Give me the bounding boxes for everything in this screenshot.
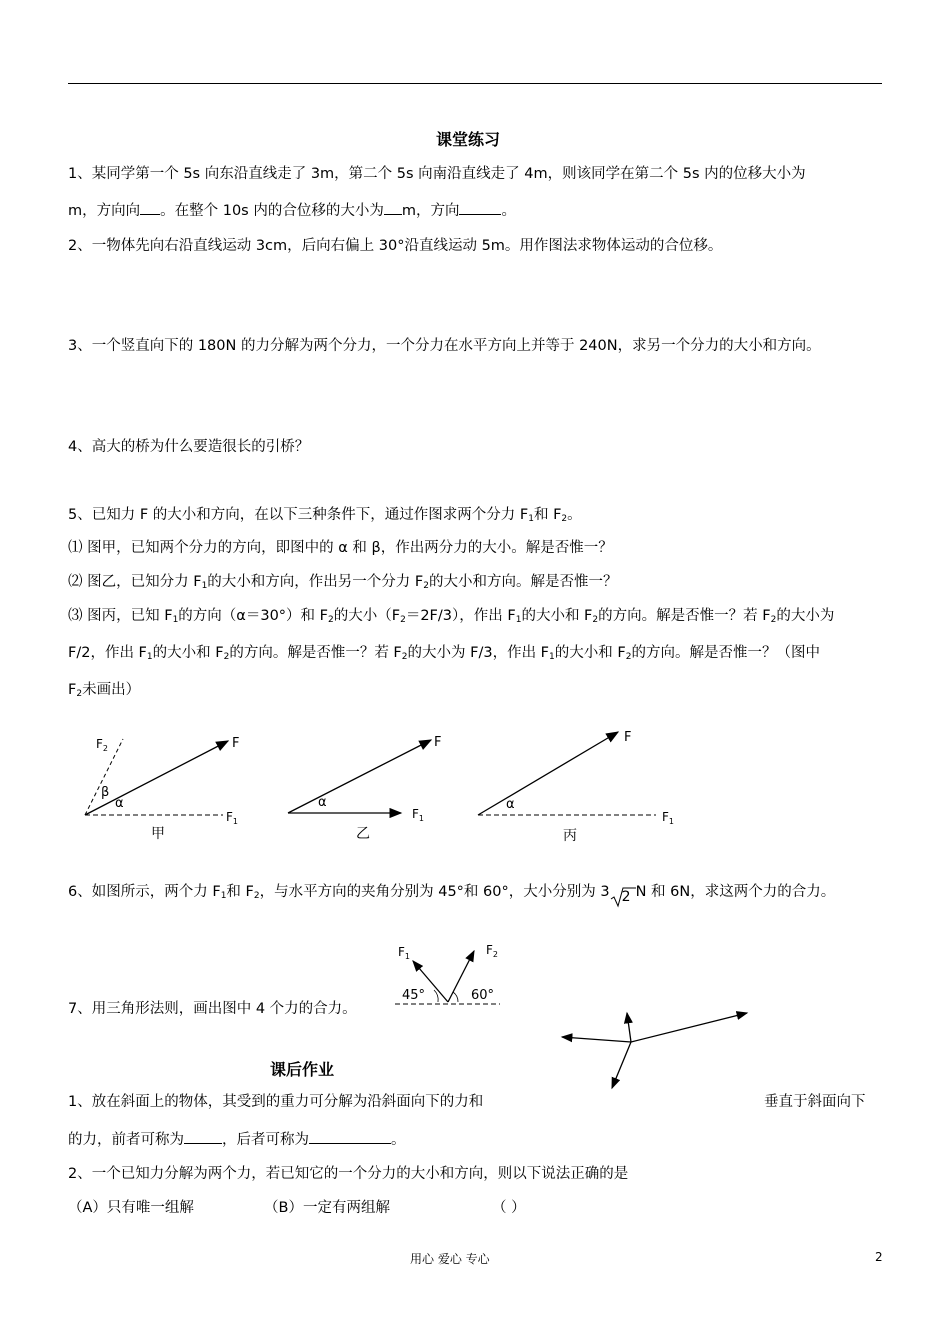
figure-bing — [478, 730, 674, 844]
hw1-blank-2[interactable] — [309, 1142, 391, 1144]
sub-2: 2 — [328, 615, 334, 625]
bing-F-arrow — [478, 732, 618, 815]
q7-force-up — [627, 1013, 631, 1042]
t: 的大小为 — [776, 608, 835, 624]
q1-text-b: 。在整个 10s 内的合位移的大小为 — [160, 203, 384, 219]
t: 和 F — [226, 884, 254, 900]
sub-1: 1 — [201, 581, 208, 591]
bing-label-alpha: α — [506, 797, 515, 812]
sub-1: 1 — [528, 514, 534, 524]
sub-2: 2 — [400, 615, 406, 625]
page-number: 2 — [875, 1250, 883, 1264]
jia-caption: 甲 — [151, 826, 165, 842]
t: 的方向。解是否惟一？若 F — [598, 608, 771, 624]
q7-force-left — [562, 1037, 631, 1042]
q7-force-right — [631, 1013, 747, 1042]
section-title-classwork: 课堂练习 — [436, 130, 501, 149]
sub-2: 2 — [223, 652, 230, 662]
t: F/2，作出 F — [68, 645, 147, 661]
q1-blank-2[interactable] — [384, 213, 402, 215]
sub-2: 2 — [625, 652, 632, 662]
jia-label-F1: $F_1$ — [226, 810, 238, 826]
t: ，后者可称为 — [222, 1132, 309, 1148]
jia-label-F: F — [232, 736, 240, 751]
yi-F-arrow — [288, 740, 431, 813]
yi-label-alpha: α — [318, 795, 327, 810]
t: ⑶ 图丙，已知 F — [68, 608, 173, 624]
q5-p2-c: 的大小和方向。解是否惟一？ — [428, 574, 618, 590]
figure-yi — [288, 735, 441, 842]
q6-label-F1: $F_1$ — [398, 945, 410, 961]
q5-p2-b: 的大小和方向，作出另一个分力 F — [207, 574, 424, 590]
t: ，与水平方向的夹角分别为 45°和 60°，大小分别为 3 — [259, 884, 610, 900]
q5-part2 — [68, 570, 617, 591]
q1-text-d: 。 — [501, 203, 516, 219]
hw2-option-a: （A）只有唯一组解 — [68, 1200, 194, 1216]
sub-2: 2 — [592, 615, 599, 625]
hw1-line2 — [68, 1128, 406, 1149]
sub-1: 1 — [515, 615, 522, 625]
hw1-blank-1[interactable] — [184, 1142, 222, 1144]
t: 的方向（α＝30°）和 F — [178, 608, 329, 624]
t: 的方向。解是否惟一？（图中 — [631, 645, 820, 661]
sub-2: 2 — [253, 891, 260, 901]
t: 的大小为 F/3，作出 F — [407, 645, 550, 661]
sub-1: 1 — [549, 652, 555, 662]
hw1-line1-a: 1、放在斜面上的物体，其受到的重力可分解为沿斜面向下的力和 — [68, 1094, 484, 1110]
yi-caption: 乙 — [356, 826, 370, 842]
q7-text: 7、用三角形法则，画出图中 4 个力的合力。 — [68, 1001, 357, 1017]
q5-part1: ⑴ 图甲，已知两个分力的方向，即图中的 α 和 β，作出两分力的大小。解是否惟一？ — [68, 540, 613, 556]
q5-intro-a: 5、已知力 F 的大小和方向，在以下三种条件下，通过作图求两个分力 F — [68, 507, 529, 523]
sub-1: 1 — [146, 652, 153, 662]
q6-arc-45 — [434, 990, 438, 1002]
q2-text: 2、一物体先向右沿直线运动 3cm，后向右偏上 30°沿直线运动 5m。用作图法求物体运动的合位移。 — [68, 238, 723, 254]
bing-label-F: F — [624, 730, 632, 745]
header-rule — [68, 83, 882, 84]
q6-text — [68, 880, 835, 906]
q5-p2-a: ⑵ 图乙，已知分力 F — [68, 574, 202, 590]
t: N 和 6N，求这两个力的合力。 — [635, 884, 836, 900]
hw2-line: 2、一个已知力分解为两个力，若已知它的一个分力的大小和方向，则以下说法正确的是 — [68, 1166, 629, 1182]
jia-label-alpha: α — [115, 796, 124, 811]
q5-intro — [68, 503, 582, 524]
sub-2: 2 — [423, 581, 429, 591]
bing-label-F1: $F_1$ — [662, 810, 674, 826]
q1-text-a: m，方向向 — [68, 203, 141, 219]
q5-intro-c: 。 — [567, 507, 582, 523]
q5-part3-line3 — [68, 678, 140, 699]
sub-2: 2 — [76, 689, 83, 699]
t: 6、如图所示，两个力 F — [68, 884, 221, 900]
hw2-option-b: （B）一定有两组解 — [264, 1200, 390, 1216]
bing-caption: 丙 — [563, 828, 577, 844]
sub-2: 2 — [561, 514, 568, 524]
jia-label-F2: $F_2$ — [96, 737, 108, 753]
q5-intro-b: 和 F — [533, 507, 562, 523]
t: F — [68, 682, 77, 698]
t: 的方向。解是否惟一？若 F — [229, 645, 402, 661]
q6-angle-60: 60° — [471, 988, 495, 1003]
t: 未画出） — [82, 682, 141, 698]
q3-text: 3、一个竖直向下的 180N 的力分解为两个分力，一个分力在水平方向上并等于 240N，求另一个分力的大小和方向。 — [68, 338, 821, 354]
q5-figures — [60, 725, 700, 850]
q6-label-F2: $F_2$ — [486, 943, 498, 959]
hw2-answer-paren: （ ） — [492, 1200, 526, 1216]
t: 的大小和 F — [152, 645, 224, 661]
sqrt-radicand: 2 — [621, 889, 631, 905]
jia-label-beta: β — [101, 785, 110, 800]
sub-1: 1 — [220, 891, 227, 901]
q6-arc-60 — [453, 992, 458, 1002]
q1-line1: 1、某同学第一个 5s 向东沿直线走了 3m，第二个 5s 向南沿直线走了 4m，则该同学在第二个 5s 内的位移大小为 — [68, 166, 806, 182]
t: 的大小和 F — [554, 645, 626, 661]
q1-blank-1[interactable] — [140, 213, 160, 215]
sub-1: 1 — [172, 615, 179, 625]
q5-part3-line1 — [68, 604, 834, 625]
q1-text-c: m，方向 — [401, 203, 460, 219]
sqrt-symbol — [610, 886, 636, 906]
q6-angle-45: 45° — [402, 988, 426, 1003]
section-title-homework: 课后作业 — [270, 1060, 335, 1079]
q4-text: 4、高大的桥为什么要造很长的引桥？ — [68, 439, 310, 455]
footer-motto: 用心 爱心 专心 — [410, 1252, 490, 1266]
q7-figure — [555, 1005, 760, 1095]
q1-blank-3[interactable] — [459, 213, 501, 215]
sub-2: 2 — [770, 615, 777, 625]
sub-2: 2 — [401, 652, 408, 662]
figure-jia — [85, 736, 239, 842]
q5-part3-line2 — [68, 641, 820, 662]
hw1-line1-b: 垂直于斜面向下 — [764, 1094, 866, 1110]
q1-line2 — [68, 199, 516, 220]
yi-label-F1: $F_1$ — [412, 807, 424, 823]
t: ＝2F/3），作出 F — [405, 608, 516, 624]
t: 的大小（F — [333, 608, 401, 624]
q6-figure — [390, 938, 510, 1010]
yi-label-F: F — [434, 735, 442, 750]
t: 的大小和 F — [521, 608, 593, 624]
t: 的力，前者可称为 — [68, 1132, 184, 1148]
q7-force-down — [612, 1042, 631, 1088]
t: 。 — [391, 1132, 406, 1148]
